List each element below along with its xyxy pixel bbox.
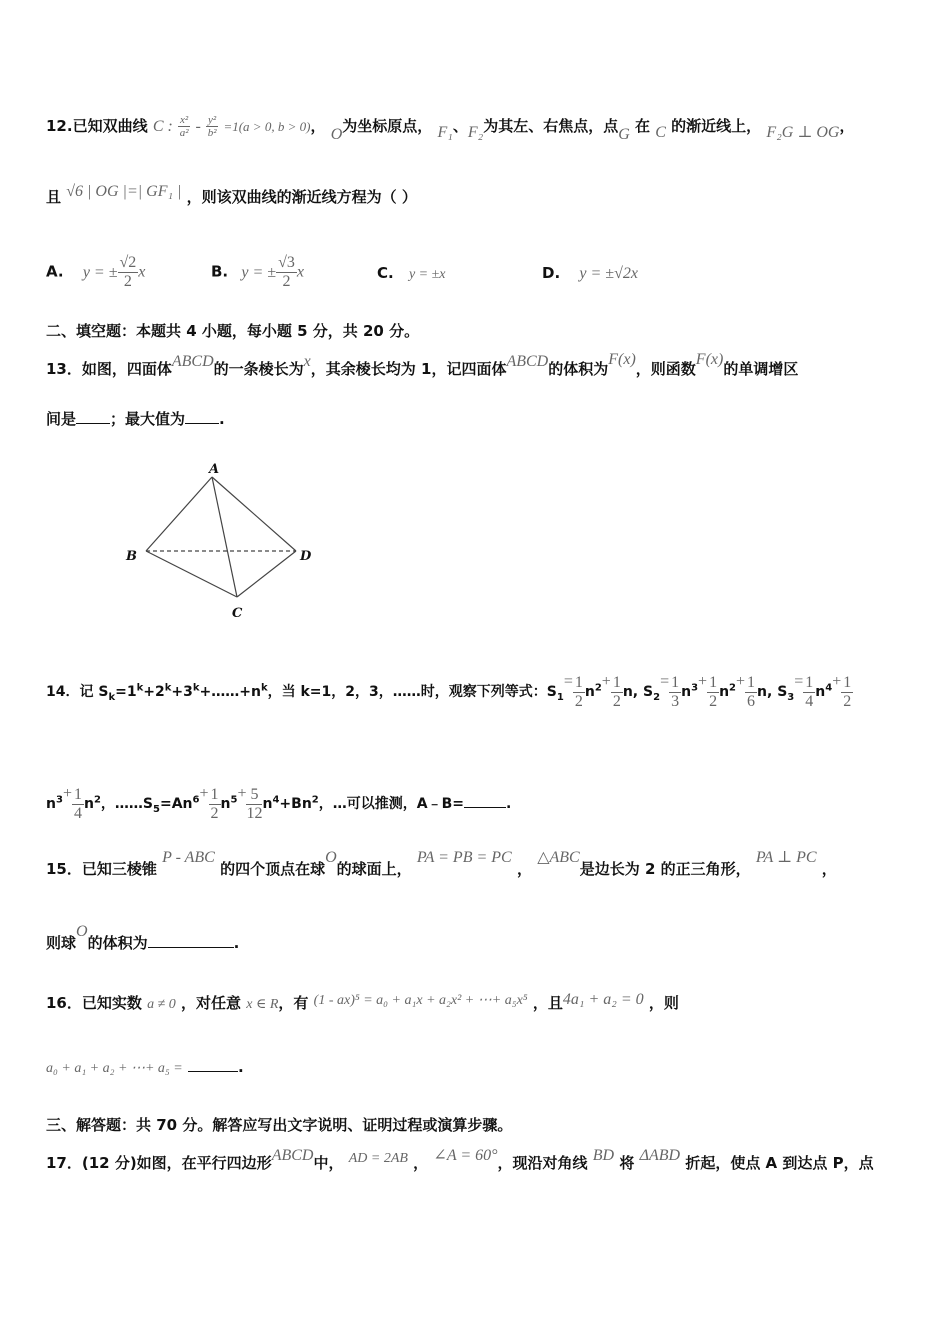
q12-option-c bbox=[377, 264, 446, 283]
q15-p6: ， bbox=[821, 860, 837, 878]
q12-text5: 的渐近线上， bbox=[671, 117, 762, 136]
q16-p5: ，则 bbox=[648, 994, 679, 1012]
q14-n4: n bbox=[719, 684, 730, 701]
q17-p6: 折起，使点 A 到达点 P，点 bbox=[685, 1154, 874, 1172]
q14-twelfth-d: 12 bbox=[246, 804, 263, 822]
option-a-frac bbox=[118, 254, 139, 290]
q14-frac-sixth bbox=[745, 674, 757, 710]
q12-option-d bbox=[542, 264, 638, 283]
q14-n9: n bbox=[220, 796, 231, 813]
q12-text2: 为坐标原点， bbox=[342, 117, 433, 136]
q15-p1: 15．已知三棱锥 bbox=[46, 860, 157, 878]
vertex-label-c: C bbox=[232, 606, 243, 621]
q14-half1-n: 1 bbox=[574, 674, 583, 691]
q14-tail2: n bbox=[262, 796, 273, 813]
q15-line2m: O bbox=[76, 923, 88, 940]
q13-p2: 的一条棱长为 bbox=[213, 360, 304, 378]
option-a-pre: y = ± bbox=[82, 263, 118, 281]
q14-half3-d: 2 bbox=[709, 692, 718, 710]
q15-line2a: 则球 bbox=[46, 934, 77, 952]
q12-frac2-den: b² bbox=[207, 127, 217, 140]
q12-g: G bbox=[618, 126, 630, 144]
option-a-den: 2 bbox=[123, 272, 132, 290]
q12-frac2-num: y² bbox=[208, 114, 217, 126]
q13-p1: 13．如图，四面体 bbox=[46, 360, 172, 378]
q12-option-a bbox=[46, 254, 145, 290]
q14-eq3: = bbox=[794, 673, 804, 691]
q12-frac1-den: a² bbox=[179, 127, 189, 140]
q15-line2c: . bbox=[233, 934, 240, 952]
q16-p2: ，对任意 bbox=[181, 994, 242, 1012]
vertex-label-a: A bbox=[209, 462, 220, 477]
q12-condition: =1(a > 0, b > 0) bbox=[223, 119, 311, 135]
option-b-num: √3 bbox=[278, 254, 295, 271]
q14-n2: n bbox=[622, 684, 633, 701]
vertex-label-d: D bbox=[300, 549, 312, 564]
q13-line2 bbox=[46, 408, 225, 429]
q12-line2-math: √6 | OG |=| GF₁ | bbox=[66, 183, 182, 200]
option-b-den: 2 bbox=[282, 272, 291, 290]
q14-sup-k3: k bbox=[192, 682, 200, 694]
q14-frac-half-3 bbox=[707, 674, 719, 710]
q17-line1 bbox=[46, 1147, 874, 1173]
q14-sixth-d: 6 bbox=[747, 692, 756, 710]
q16-p1: 16．已知实数 bbox=[46, 994, 142, 1012]
q14-half5-n: 1 bbox=[210, 786, 219, 803]
q16-p4: ，且 bbox=[532, 994, 563, 1012]
q12-frac2 bbox=[206, 114, 218, 139]
q14-frac-half-2 bbox=[611, 674, 623, 710]
q13-p4: 的体积为 bbox=[548, 360, 609, 378]
q12-origin: O bbox=[330, 126, 343, 144]
q14-third-n: 1 bbox=[671, 674, 680, 691]
q16-m1: a ≠ 0 bbox=[147, 997, 176, 1012]
q15-line2 bbox=[46, 923, 240, 953]
option-b-frac bbox=[276, 254, 297, 290]
q14-frac-quarter-2 bbox=[72, 786, 84, 822]
q14-quarter2-d: 4 bbox=[73, 804, 82, 822]
q13-m5: F(x) bbox=[695, 351, 724, 368]
q14-p5: +……+n bbox=[199, 684, 261, 701]
option-a-num: √2 bbox=[119, 254, 137, 271]
q12-end: ， bbox=[839, 117, 855, 136]
q13-p5: ，则函数 bbox=[635, 360, 696, 378]
q12-frac1 bbox=[178, 114, 190, 139]
q16-line2c: . bbox=[237, 1058, 244, 1076]
option-a-post: x bbox=[138, 263, 146, 281]
q14-sup-k2: k bbox=[164, 682, 172, 694]
q15-p4: ， bbox=[516, 860, 532, 878]
q12-f2: F₂ bbox=[467, 124, 484, 142]
section-3-heading: 三、解答题：共 70 分。解答应写出文字说明、证明过程或演算步骤。 bbox=[46, 1116, 513, 1134]
edge-bc bbox=[146, 551, 237, 597]
q14-quarter2-n: 1 bbox=[73, 786, 82, 803]
q15-m2: O bbox=[325, 849, 337, 866]
q14-frac-quarter bbox=[803, 674, 815, 710]
q13-blank-1[interactable] bbox=[76, 422, 110, 424]
q17-p2: 中， bbox=[313, 1154, 344, 1172]
q14-n7: n bbox=[46, 796, 56, 813]
q14-half4-d: 2 bbox=[843, 692, 852, 710]
q14-tail3: +Bn bbox=[279, 796, 312, 813]
option-c-label: C. bbox=[377, 264, 394, 282]
q14-p4: +3 bbox=[171, 684, 193, 701]
q17-p1: 17．(12 分)如图，在平行四边形 bbox=[46, 1154, 272, 1172]
q17-p5: 将 bbox=[619, 1154, 635, 1172]
q14-half5-d: 2 bbox=[210, 804, 219, 822]
q15-m4: △ABC bbox=[537, 849, 580, 866]
option-b-post: x bbox=[296, 263, 304, 281]
q15-p5: 是边长为 2 的正三角形， bbox=[579, 860, 751, 878]
q16-m4: 4a₁ + a₂ = 0 bbox=[562, 991, 644, 1008]
q13-m2: x bbox=[303, 353, 311, 370]
option-a-label: A. bbox=[46, 262, 64, 281]
q17-p4: ，现沿对角线 bbox=[497, 1154, 588, 1172]
q15-p3: 的球面上， bbox=[336, 860, 412, 878]
q14-p1: 14．记 S bbox=[46, 684, 109, 701]
q14-n6: n bbox=[815, 684, 826, 701]
q14-an: =An bbox=[159, 796, 193, 813]
q14-quarter-n: 1 bbox=[805, 674, 814, 691]
q14-eq2: = bbox=[660, 673, 670, 691]
q14-eq1: = bbox=[563, 673, 573, 691]
q13-line2a: 间是 bbox=[46, 410, 77, 428]
q14-line2: $n^3+$ $\frac{1}{4}$ $n^2$，$\dots\dots S_5=An^6+$ $\frac{1}{2}$ $n^5+$ $\frac{5}{12}$ $n^4+Bn^2$，…可以推测，A﹣B= . bbox=[46, 785, 512, 822]
q13-m3: ABCD bbox=[506, 353, 549, 370]
q14-n3: n bbox=[681, 684, 692, 701]
tetrahedron-figure bbox=[120, 455, 330, 625]
q14-quarter-d: 4 bbox=[805, 692, 814, 710]
q12-text4: 在 bbox=[635, 117, 651, 136]
q12-text3: 为其左、右焦点，点 bbox=[483, 117, 619, 136]
q12-line2-prefix: 且 bbox=[46, 188, 62, 206]
q12-line1 bbox=[46, 114, 855, 144]
q14-frac-third bbox=[669, 674, 681, 710]
q14-half2-n: 1 bbox=[612, 674, 621, 691]
q17-m4: BD bbox=[592, 1147, 615, 1164]
q17-m2: AD = 2AB bbox=[348, 1151, 408, 1166]
q14-half2-d: 2 bbox=[612, 692, 621, 710]
q14-n8: n bbox=[83, 796, 94, 813]
q14-sup-k4: k bbox=[260, 682, 268, 694]
q13-line2c: . bbox=[219, 410, 225, 428]
q15-m3: PA = PB = PC bbox=[416, 849, 512, 866]
q13-line2b: ；最大值为 bbox=[110, 410, 186, 428]
q17-m5: ΔABD bbox=[639, 1147, 681, 1164]
edge-ab bbox=[146, 477, 212, 551]
q16-p3: ，有 bbox=[278, 994, 309, 1012]
q13-p3: ，其余棱长均为 1，记四面体 bbox=[310, 360, 507, 378]
q16-line2 bbox=[46, 1058, 244, 1077]
option-b-pre: y = ± bbox=[241, 263, 277, 281]
section-2-heading: 二、填空题：本题共 4 小题，每小题 5 分，共 20 分。 bbox=[46, 322, 420, 340]
q12-prefix: 12.已知双曲线 bbox=[46, 117, 148, 136]
q14-p6: ，当 k=1，2，3，……时，观察下列等式：S bbox=[267, 684, 557, 701]
q13-m4: F(x) bbox=[608, 351, 636, 368]
q12-line2-suffix: ，则该双曲线的渐近线方程为（ ） bbox=[186, 188, 417, 206]
q14-sup-k1: k bbox=[136, 682, 144, 694]
q14-twelfth-n: 5 bbox=[246, 786, 262, 805]
q14-tail4: ，…可以推测，A﹣B= bbox=[318, 796, 465, 813]
q14-p2: =1 bbox=[115, 684, 137, 701]
q14-line2-tail: ，……S bbox=[100, 796, 153, 813]
q12-comma: ， bbox=[310, 117, 326, 136]
q16-line1 bbox=[46, 992, 679, 1013]
option-d-expr: y = ±√2x bbox=[579, 265, 638, 282]
q13-m1: ABCD bbox=[171, 353, 214, 370]
q14-line1: 14．记 $S_k=1^k+2^k+3^k+\dots\dots+n^k$，当 k=1，2，3，……时，观察下列等式：$S_1=$ $\frac{1}{2}$ $n^2+$ $\frac{1}{2}$ n, $S_2=$ $\frac{1}{3}$ $n^3+$ $\frac{1}{2}$ $n^2+$ $\frac{1}{6}$ n, $S_3=$ $\frac{1}{4}$ $n^4+$ $\frac{1}{2}$ bbox=[46, 673, 852, 710]
q16-m2: x ∈ R bbox=[246, 997, 279, 1012]
q15-m1: P - ABC bbox=[162, 849, 215, 866]
q14-s3: S bbox=[777, 684, 788, 701]
q14-frac-twelfth bbox=[246, 786, 262, 822]
q12-line2 bbox=[46, 183, 417, 207]
q12-frac1-num: x² bbox=[180, 114, 189, 126]
q14-frac-half-4 bbox=[841, 674, 853, 710]
q16-blank[interactable] bbox=[188, 1070, 238, 1072]
q13-line1 bbox=[46, 351, 799, 379]
q12-option-b bbox=[211, 254, 304, 290]
q17-p3: ， bbox=[413, 1154, 429, 1172]
q12-f1: F₁ bbox=[437, 124, 453, 142]
q14-third-d: 3 bbox=[671, 692, 680, 710]
q14-frac-half-1 bbox=[573, 674, 585, 710]
q12-perp: F₂G ⊥ OG bbox=[766, 124, 840, 142]
q15-m5: PA ⊥ PC bbox=[755, 849, 817, 866]
q13-p6: 的单调增区 bbox=[723, 360, 799, 378]
option-d-label: D. bbox=[542, 264, 561, 282]
q14-sixth-n: 1 bbox=[747, 674, 756, 691]
q14-frac-half-5 bbox=[209, 786, 221, 822]
q16-m3: (1 - ax)⁵ = a₀ + a₁x + a₂x² + ⋯+ a₅x⁵ bbox=[313, 993, 528, 1008]
q14-five-sub: 5 bbox=[153, 803, 160, 815]
q12-sep: 、 bbox=[452, 117, 468, 136]
q14-s1-sub: 1 bbox=[556, 691, 564, 703]
q14-half3-n: 1 bbox=[709, 674, 718, 691]
q14-half1-d: 2 bbox=[574, 692, 583, 710]
q12-minus: - bbox=[195, 118, 201, 136]
q14-half4-n: 1 bbox=[843, 674, 852, 691]
q15-blank[interactable] bbox=[148, 946, 234, 948]
q17-m1: ABCD bbox=[271, 1147, 314, 1164]
q15-line1 bbox=[46, 849, 837, 879]
q16-line2m: a₀ + a₁ + a₂ + ⋯+ a₅ = bbox=[46, 1061, 183, 1076]
q14-sub-k: k bbox=[108, 691, 116, 703]
q17-m3: ∠A = 60° bbox=[433, 1147, 498, 1164]
q15-p2: 的四个顶点在球 bbox=[220, 860, 326, 878]
q12-c: C bbox=[655, 124, 666, 142]
vertex-label-b: B bbox=[126, 549, 137, 564]
q14-n5: n bbox=[757, 684, 767, 701]
q14-dot: . bbox=[506, 796, 512, 813]
q14-blank[interactable] bbox=[464, 806, 506, 808]
q14-s2: S bbox=[643, 684, 654, 701]
q15-line2b: 的体积为 bbox=[87, 934, 148, 952]
option-c-expr: y = ±x bbox=[408, 267, 446, 282]
q14-n1: n bbox=[584, 684, 595, 701]
q13-blank-2[interactable] bbox=[185, 422, 219, 424]
q14-p3: +2 bbox=[143, 684, 165, 701]
q12-curve-name: C : bbox=[152, 118, 173, 136]
edge-cd bbox=[237, 551, 296, 597]
option-b-label: B. bbox=[211, 262, 229, 281]
